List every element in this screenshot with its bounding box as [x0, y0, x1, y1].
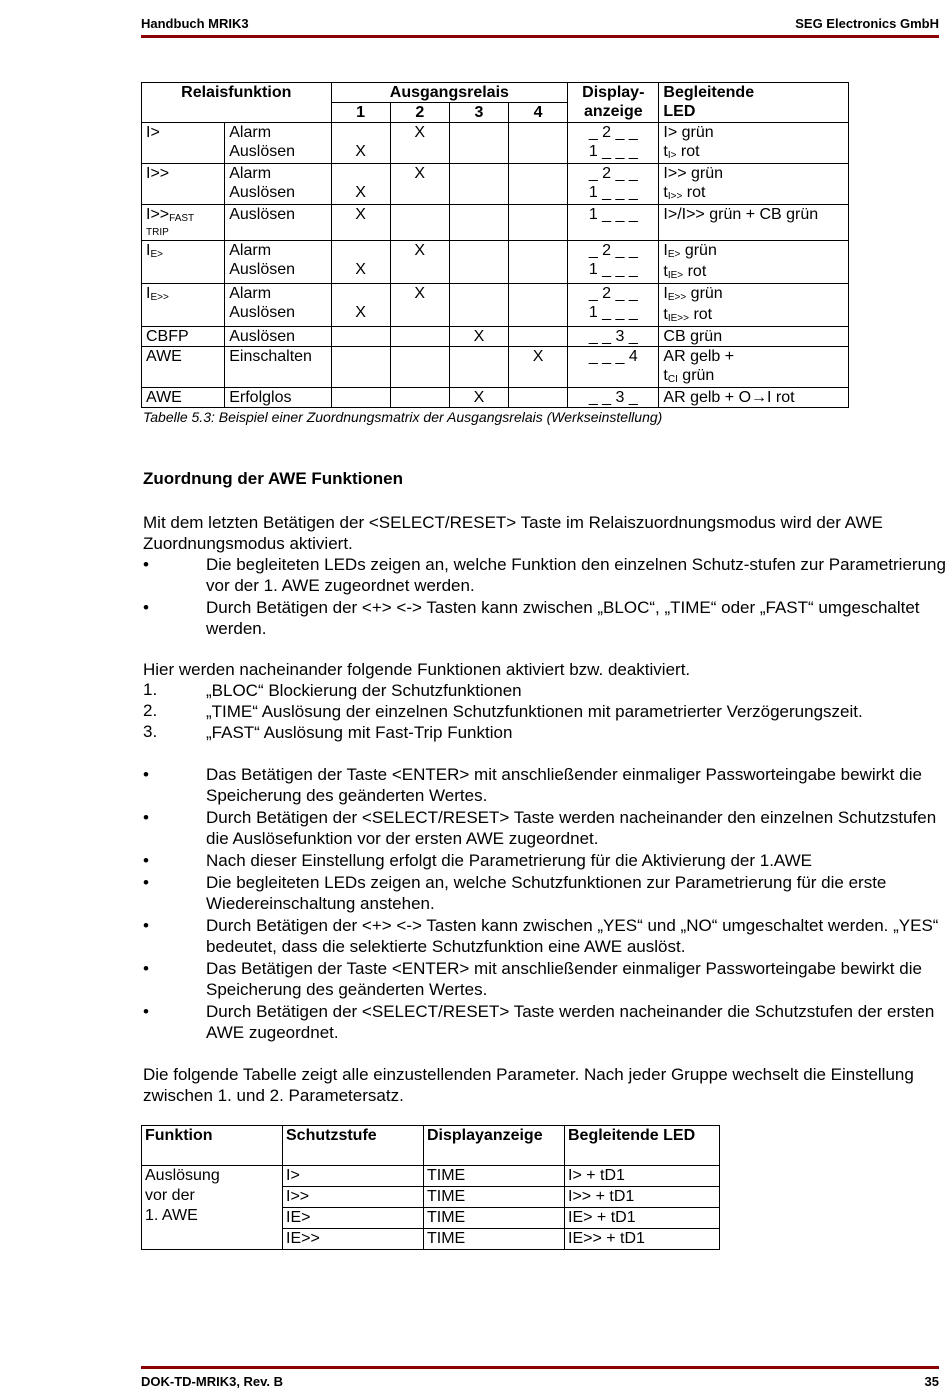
list-item: Nach dieser Einstellung erfolgt die Parametrierung für die Aktivierung der 1.AWE [206, 851, 813, 870]
relay-matrix-table [141, 82, 849, 408]
list-item: „FAST“ Auslösung mit Fast-Trip Funktion [206, 723, 513, 742]
footer-docid: DOK-TD-MRIK3, Rev. B [141, 1374, 284, 1389]
list-item: Durch Betätigen der <SELECT/RESET> Taste werden nacheinander den einzelnen Schutzstufen die Auslösefunktion vor der ersten AWE zugeordnet. [206, 808, 937, 848]
header-company: SEG Electronics GmbH [795, 16, 939, 31]
list-item: „BLOC“ Blockierung der Schutzfunktionen [206, 681, 522, 700]
list-item: Durch Betätigen der <+> <-> Tasten kann zwischen „BLOC“, „TIME“ oder „FAST“ umgeschaltet werden. [206, 598, 920, 638]
list-number: 3. [143, 722, 158, 741]
table-row: IE>> TIME IE>> + tD1 [142, 1229, 720, 1250]
page-header [141, 16, 939, 31]
paragraph-3: Die folgende Tabelle zeigt alle einzustellenden Parameter. Nach jeder Gruppe wechselt die Einstellung zwischen 1. und 2. Parametersatz. [143, 1065, 914, 1105]
table-row: IE> TIME IE> + tD1 [142, 1208, 720, 1229]
th-displayanzeige: Displayanzeige [424, 1126, 565, 1166]
table-row: AWE Einschalten X _ _ _ 4 AR gelb + tCI grün [142, 347, 849, 388]
header-title: Handbuch MRIK3 [141, 16, 249, 31]
page-number: 35 [924, 1374, 939, 1389]
list-item: Durch Betätigen der <+> <-> Tasten kann zwischen „YES“ und „NO“ umgeschaltet werden. „YES“ bedeutet, dass die selektierte Schutzfunktion eine AWE auslöst. [206, 916, 939, 956]
parameter-table [141, 1125, 720, 1250]
bullet: • [143, 598, 149, 617]
bullet: • [143, 873, 149, 892]
bullet: • [143, 1002, 149, 1021]
th-led: Begleitende LED [659, 83, 849, 123]
bullet: • [143, 808, 149, 827]
bullet: • [143, 765, 149, 784]
list-item: Das Betätigen der Taste <ENTER> mit anschließender einmaliger Passworteingabe bewirkt die Speicherung des geänderten Wertes. [206, 959, 922, 999]
th-ausgangsrelais: Ausgangsrelais [331, 83, 568, 103]
table-row: AWE Erfolglos X _ _ 3 _ AR gelb + O→I rot [142, 388, 849, 408]
bullet: • [143, 555, 149, 574]
table-row: I>> Alarm Auslösen X X _ 2 _ _ 1 _ _ _ I>> grün tI>> rot [142, 164, 849, 205]
th-led: Begleitende LED [565, 1126, 720, 1166]
bullet: • [143, 916, 149, 935]
list-item: „TIME“ Auslösung der einzelnen Schutzfunktionen mit parametrierter Verzögerungszeit. [206, 702, 863, 721]
table-row: CBFP Auslösen X _ _ 3 _ CB grün [142, 327, 849, 347]
list-number: 2. [143, 701, 158, 720]
footer-rule [141, 1366, 939, 1369]
table-row: IE>> Alarm Auslösen X X _ 2 _ _ 1 _ _ _ IE>> grün tIE>> rot [142, 284, 849, 327]
th-r3: 3 [449, 103, 508, 123]
page-footer [141, 1374, 939, 1389]
bullet: • [143, 959, 149, 978]
table-row: I>>FAST TRIP Auslösen X 1 _ _ _ I>/I>> grün + CB grün [142, 205, 849, 241]
th-funktion: Funktion [142, 1126, 283, 1166]
list-item: Die begleiteten LEDs zeigen an, welche Funktion den einzelnen Schutz-stufen zur Parametrierung vor der 1. AWE zugeordnet werden. [206, 555, 946, 595]
bullet: • [143, 851, 149, 870]
th-relaisfunktion: Relaisfunktion [142, 83, 332, 103]
list-number: 1. [143, 680, 158, 699]
group-cell: Auslösung vor der 1. AWE [142, 1166, 283, 1250]
th-r2: 2 [390, 103, 449, 123]
table-caption: Tabelle 5.3: Beispiel einer Zuordnungsmatrix der Ausgangsrelais (Werkseinstellung) [143, 409, 663, 425]
paragraph-1: Mit dem letzten Betätigen der <SELECT/RESET> Taste im Relaiszuordnungsmodus wird der AWE Zuordnungsmodus aktiviert. [143, 513, 883, 553]
th-r1: 1 [331, 103, 390, 123]
section-title: Zuordnung der AWE Funktionen [143, 469, 404, 488]
list-item: Durch Betätigen der <SELECT/RESET> Taste werden nacheinander die Schutzstufen der ersten AWE zugeordnet. [206, 1002, 935, 1042]
paragraph-2: Hier werden nacheinander folgende Funktionen aktiviert bzw. deaktiviert. [143, 660, 691, 679]
th-r4: 4 [509, 103, 568, 123]
header-rule [141, 35, 939, 38]
table-row: IE> Alarm Auslösen X X _ 2 _ _ 1 _ _ _ IE> grün tIE> rot [142, 241, 849, 284]
th-schutzstufe: Schutzstufe [283, 1126, 424, 1166]
list-item: Die begleiteten LEDs zeigen an, welche Schutzfunktionen zur Parametrierung für die erste Wiedereinschaltung anstehen. [206, 873, 887, 913]
list-item: Das Betätigen der Taste <ENTER> mit anschließender einmaliger Passworteingabe bewirkt die Speicherung des geänderten Wertes. [206, 765, 922, 805]
table-row: I> Alarm Auslösen X X _ 2 _ _ 1 _ _ _ I> grün tI> rot [142, 123, 849, 164]
table-row: Auslösung vor der 1. AWE I> TIME I> + tD1 [142, 1166, 720, 1187]
th-display: Display- anzeige [568, 83, 659, 123]
table-row: I>> TIME I>> + tD1 [142, 1187, 720, 1208]
